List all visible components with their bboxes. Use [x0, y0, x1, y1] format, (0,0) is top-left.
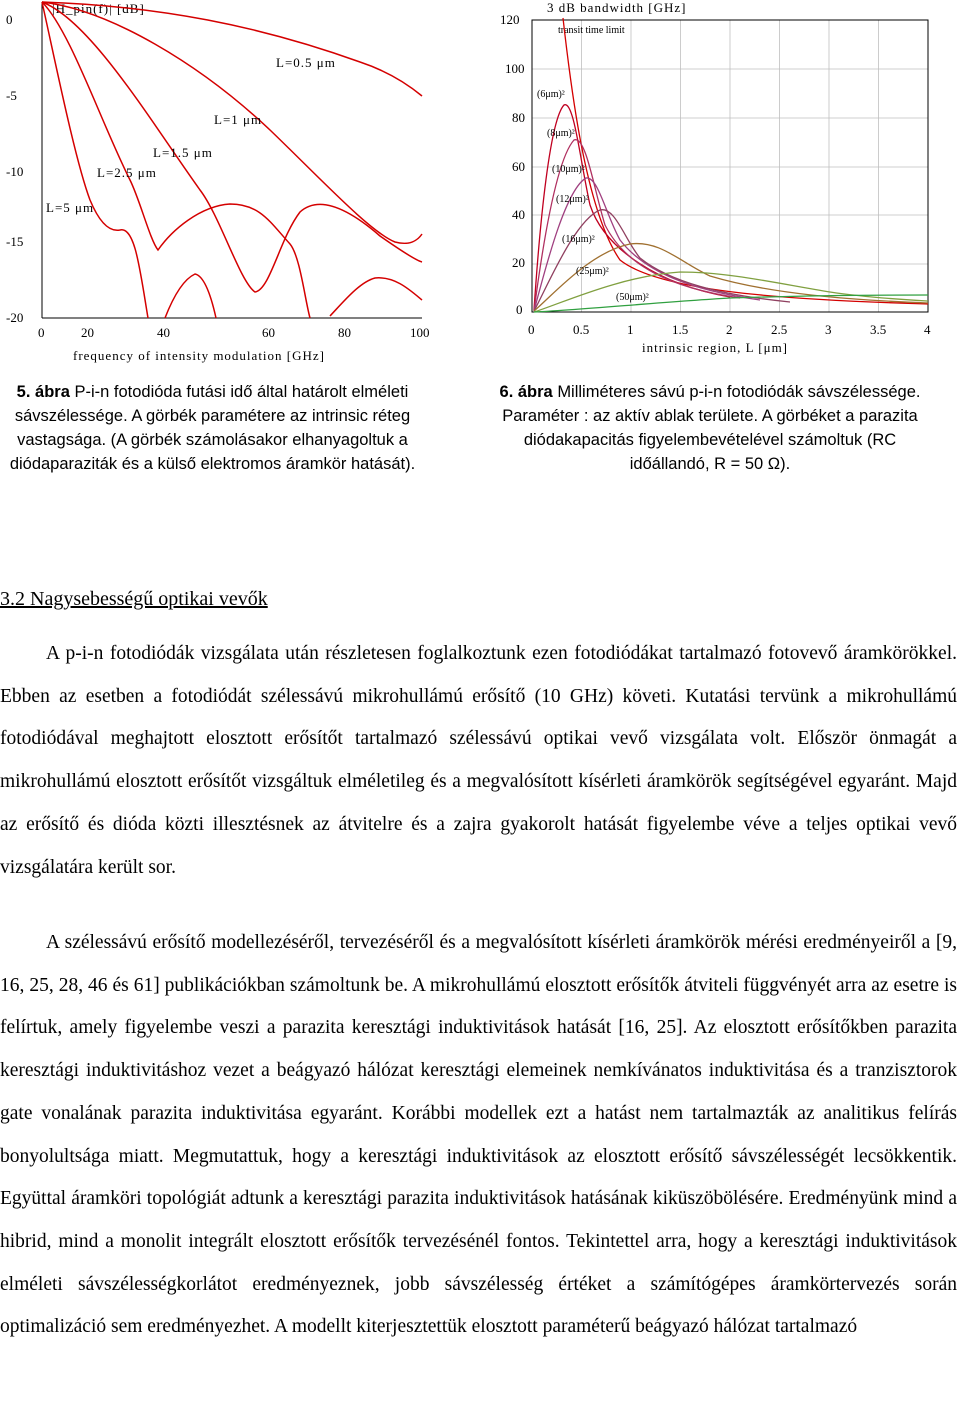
figure6-chart — [490, 0, 960, 370]
fig6-xtick: 3 — [825, 322, 832, 337]
fig6-ytick: 60 — [512, 159, 525, 174]
fig5-curve-label: L=1.5 μm — [153, 145, 213, 160]
fig6-ytick: 80 — [512, 110, 525, 125]
fig5-curve-5um — [42, 2, 216, 318]
section-heading: 3.2 Nagysebességű optikai vevők — [0, 588, 268, 610]
fig6-xtick: 1 — [627, 322, 634, 337]
fig6-curve-50um — [534, 295, 928, 312]
fig6-curve-label: (12μm)² — [556, 194, 589, 205]
fig6-curve-16um — [534, 244, 928, 311]
figure6-caption — [490, 380, 930, 476]
fig5-ytick: -20 — [6, 310, 24, 325]
fig5-ylabel: |H_pin(f)| [dB] — [52, 1, 145, 16]
fig6-xtick: 0.5 — [573, 322, 590, 337]
fig6-ytick: 0 — [516, 302, 523, 317]
fig6-curve-label: (6μm)² — [537, 89, 565, 100]
fig5-ytick: 0 — [6, 12, 13, 27]
fig5-curve-label: L=0.5 μm — [276, 55, 336, 70]
paragraph-1: A p-i-n fotodiódák vizsgálata után részletesen foglalkoztunk ezen fotodiódákat tartalmazó fotovevő áramkörökkel. Ebben az esetben a fotodiódát szélessávú mikrohullámú erősítő (10 GHz) követi. Kutatási tervünk a mikrohullámú fotodiódával meghajtott elosztott erősítőt tartalmazó szélessávú optikai vevő vizsgálata volt. Először önmagát a mikrohullámú elosztott erősítőt vizsgáltuk elméletileg és a megvalósított kísérleti áramkörök segítségével egyaránt. Majd az erősítő és dióda közti illesztésnek az átvitelre és a zajra gyakorolt hatását figyelembe véve a teljes optikai vevő vizsgálatára került sor. — [0, 643, 957, 878]
fig6-ytick: 40 — [512, 207, 525, 222]
fig6-curve-label: (8μm)² — [547, 128, 575, 139]
fig6-ytick: 120 — [500, 12, 520, 27]
fig6-curve-12um — [534, 210, 790, 311]
paragraph-2: A szélessávú erősítő modellezéséről, tervezéséről és a megvalósított kísérleti áramkörök mérési eredményeiről a [9, 16, 25, 28, 46 és 61] publikációkban számoltunk be. A mikrohullámú elosztott erősítők átviteli függvényét arra az esetre is felírtuk, amely figyelembe veszi a parazita keresztági induktivitások hatását [16, 25]. Az elosztott erősítőkben parazita keresztági induktivitáshoz vezet a beágyazó hálózat keresztági elemeinek nemkívánatos induktivitása és a tranzisztorok gate vonalának parazita induktivitása egyaránt. Korábbi modellek ezt a hatást nem tartalmazták az analitikus felírás bonyolultsága miatt. Megmutattuk, hogy a keresztági induktivitások az elosztott erősítő sávszélességét lecsökkentik. Együttal áramköri topológiát adtunk a keresztági parazita induktivitások hatásának kiküszöbölésére. Eredményünk mind a hibrid, mind a monolit integrált elosztott erősítők tervezésénél fontos. Tekintettel arra, hogy a keresztági induktivitások elméleti sávszélességkorlátot eredményeznek, jobb sávszélesség értéket a számítógépes áramkörtervezés során optimalizáció sem eredményezhet. A modellt kiterjesztettük elosztott paraméterű beágyazó hálózat tartalmazó — [0, 932, 957, 1338]
fig6-curve-label: (50μm)² — [616, 292, 649, 303]
fig6-ytick: 20 — [512, 255, 525, 270]
fig5-curve-label: L=1 μm — [214, 112, 263, 127]
fig6-xtick: 1.5 — [672, 322, 689, 337]
fig5-curve-label: L=5 μm — [46, 200, 95, 215]
fig5-xtick: 0 — [38, 325, 45, 340]
fig6-xtick: 3.5 — [870, 322, 887, 337]
figure6-caption-text: Milliméteres sávú p-i-n fotodiódák sávszélessége. Paraméter : az aktív ablak területe. A görbéket a parazita diódakapacitás figyelembevételével számoltuk (RC időállandó, R = 50 Ω). — [502, 383, 921, 473]
figure5-caption-text: P-i-n fotodióda futási idő által határolt elméleti sávszélessége. A görbék paramétere az intrinsic réteg vastagsága. (A görbék számolásakor elhanyagoltuk a diódaparaziták és a külső elektromos áramkör hatását). — [9, 383, 416, 473]
fig5-xtick: 20 — [81, 325, 94, 340]
fig5-curve-1-5um — [42, 2, 422, 292]
fig6-xtick: 2.5 — [771, 322, 788, 337]
fig6-xtick: 4 — [924, 322, 931, 337]
fig5-xtick: 40 — [157, 325, 170, 340]
fig6-ytick: 100 — [505, 61, 525, 76]
figure6-caption-number: 6. ábra — [499, 383, 553, 401]
figure5-chart — [0, 0, 480, 380]
fig5-xtick: 100 — [410, 325, 430, 340]
fig6-xtick: 0 — [528, 322, 535, 337]
fig5-ytick: -15 — [6, 234, 24, 249]
fig6-limit-label: transit time limit — [558, 25, 625, 36]
figure5-caption-number: 5. ábra — [16, 383, 70, 401]
fig6-xlabel: intrinsic region, L [μm] — [642, 340, 789, 355]
fig5-xtick: 80 — [338, 325, 351, 340]
fig5-curve-label: L=2.5 μm — [97, 165, 157, 180]
fig6-curve-transit-limit — [563, 18, 928, 304]
fig6-xtick: 2 — [726, 322, 733, 337]
fig5-ytick: -10 — [6, 164, 24, 179]
fig6-curve-label: (16μm)² — [562, 234, 595, 245]
fig6-curve-label: (25μm)² — [576, 266, 609, 277]
figure5-caption — [0, 380, 425, 476]
fig5-xlabel: frequency of intensity modulation [GHz] — [73, 348, 325, 363]
fig5-xtick: 60 — [262, 325, 275, 340]
fig6-curve-label: (10μm)² — [552, 164, 585, 175]
fig6-title: 3 dB bandwidth [GHz] — [547, 0, 687, 15]
fig5-ytick: -5 — [6, 88, 17, 103]
